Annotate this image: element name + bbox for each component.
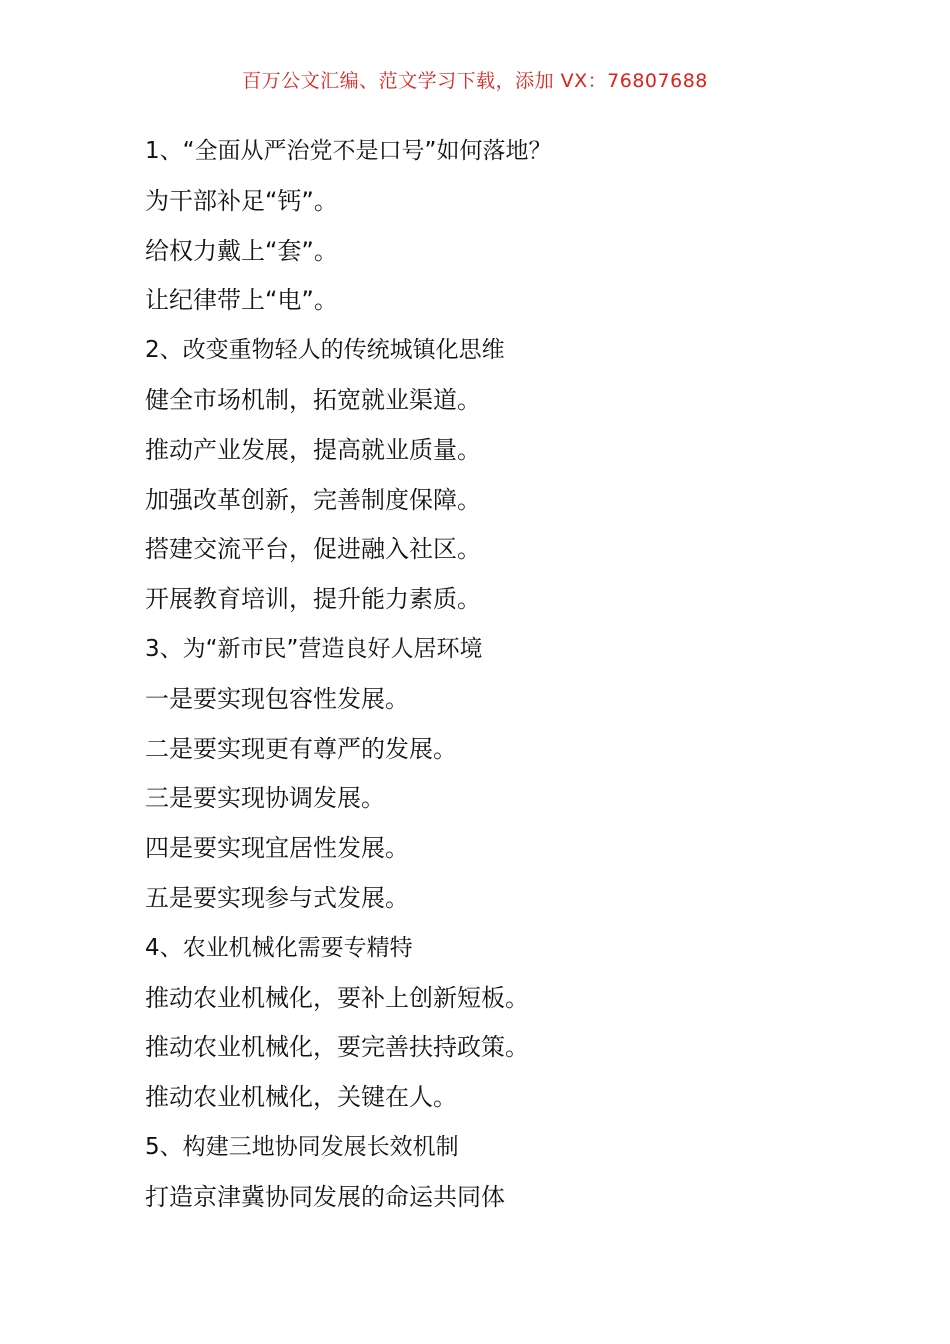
section-heading-1: 1、“全面从严治党不是口号”如何落地？	[145, 138, 552, 164]
section-heading-2: 2、改变重物轻人的传统城镇化思维	[145, 337, 505, 364]
section-heading-3: 3、为“新市民”营造良好人居环境	[145, 635, 483, 662]
paragraph-line: 推动农业机械化，要完善扶持政策。	[145, 1033, 529, 1062]
paragraph-line: 健全市场机制，拓宽就业渠道。	[145, 385, 481, 414]
paragraph-line: 一是要实现包容性发展。	[145, 684, 409, 713]
paragraph-line: 开展教育培训，提升能力素质。	[145, 585, 481, 614]
paragraph-line: 四是要实现宜居性发展。	[145, 834, 409, 863]
paragraph-line: 推动农业机械化，要补上创新短板。	[145, 983, 529, 1012]
paragraph-line: 推动产业发展，提高就业质量。	[145, 435, 481, 464]
paragraph-line: 三是要实现协调发展。	[145, 784, 385, 813]
paragraph-line: 二是要实现更有尊严的发展。	[145, 734, 457, 763]
document-body	[145, 134, 865, 1230]
watermark-header: 百万公文汇编、范文学习下载，添加 VX：76807688	[242, 70, 708, 92]
section-heading-5: 5、构建三地协同发展长效机制	[145, 1133, 459, 1160]
paragraph-line: 给权力戴上“套”。	[145, 236, 338, 265]
paragraph-line: 推动农业机械化，关键在人。	[145, 1083, 457, 1112]
paragraph-line: 打造京津冀协同发展的命运共同体	[145, 1182, 505, 1211]
paragraph-line: 搭建交流平台，促进融入社区。	[145, 535, 481, 564]
paragraph-line: 加强改革创新，完善制度保障。	[145, 485, 481, 514]
paragraph-line: 五是要实现参与式发展。	[145, 883, 409, 912]
section-heading-4: 4、农业机械化需要专精特	[145, 934, 413, 961]
paragraph-line: 让纪律带上“电”。	[145, 286, 338, 315]
paragraph-line: 为干部补足“钙”。	[145, 186, 338, 215]
